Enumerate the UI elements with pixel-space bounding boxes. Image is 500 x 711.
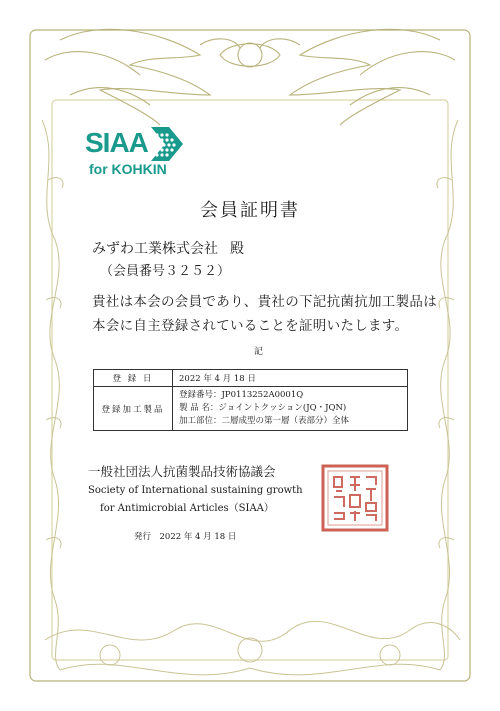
table-row [94,370,408,387]
organization-name-en-line-1: Society of International sustaining growth [88,485,303,496]
note-mark: 記 [254,347,264,357]
logo-dot-mark-icon [147,127,183,161]
registered-product-details [173,387,408,431]
certificate-body-line-2: 本会に自主登録されていることを証明いたします。 [92,318,409,334]
phoenix-left-ornament [45,29,210,125]
processed-part: 加工部位：二層成型の第一層（表部分）全体 [179,416,350,426]
phoenix-right-ornament [290,29,455,125]
registration-date-value: 2022 年 4 月 18 日 [173,370,408,387]
table-row [94,387,408,431]
logo-sub-text: for KOHKIN [89,161,167,177]
official-seal-stamp [320,463,390,533]
registration-date-label: 登 録 日 [94,370,173,387]
certificate-title: 会員証明書 [200,200,300,221]
registration-number: 登録番号：JP0113252A0001Q [179,390,304,400]
certificate-body-line-1: 貴社は本会の会員であり、貴社の下記抗菌抗加工製品は [92,294,437,310]
bottom-floral-ornament [45,621,460,674]
recipient-company: みずわ工業株式会社 [92,241,218,257]
product-name: 製 品 名：ジョイントクッション(JQ・JQN) [179,403,347,413]
siaa-logo [85,125,185,185]
registered-product-label: 登録加工製品 [94,387,173,431]
top-center-ornament [200,39,300,67]
organization-name-en-line-2: for Antimicrobial Articles（SIAA） [100,503,274,514]
registration-table [93,369,408,431]
issue-date: 発行 2022 年 4 月 18 日 [134,532,237,542]
recipient-honorific: 殿 [230,241,244,257]
logo-main-text: SIAA [85,127,148,158]
member-number: （会員番号３２５２） [100,264,231,279]
organization-name-jp: 一般社団法人抗菌製品技術協議会 [88,464,276,479]
